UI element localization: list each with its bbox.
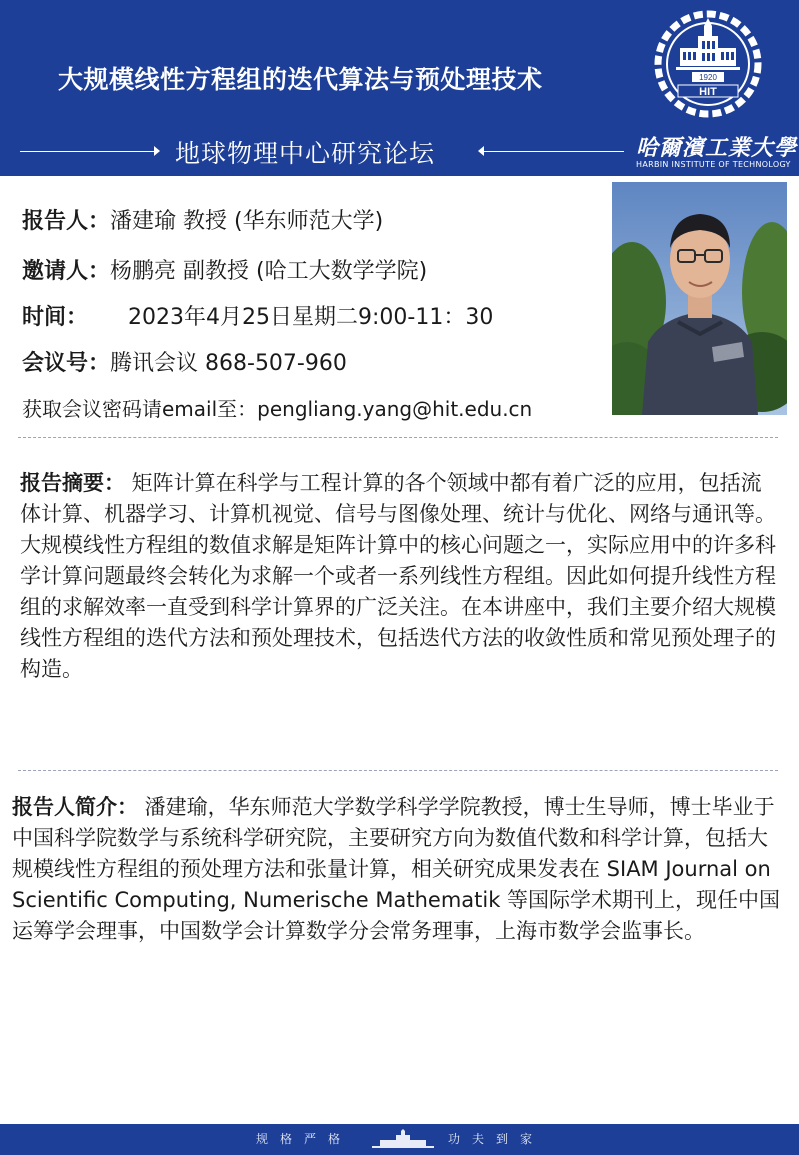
forum-bar bbox=[0, 134, 640, 170]
forum-arrow-left-icon bbox=[154, 146, 160, 156]
school-name-cn: 哈爾濱工業大學 bbox=[636, 135, 798, 161]
forum-line-left bbox=[20, 151, 156, 152]
divider-middle bbox=[18, 770, 778, 771]
motto-right: 功夫到家 bbox=[448, 1132, 545, 1146]
hit-logo-icon bbox=[652, 8, 764, 120]
time-row bbox=[22, 300, 493, 331]
speaker-value: 潘建瑜 教授 (华东师范大学) bbox=[110, 209, 384, 234]
abstract-section bbox=[20, 468, 782, 685]
inviter-value: 杨鹏亮 副教授 (哈工大数学学院) bbox=[110, 259, 428, 284]
password-note: 获取会议密码请email至：pengliang.yang@hit.edu.cn bbox=[22, 397, 533, 421]
meeting-row bbox=[22, 346, 347, 377]
time-value: 2023年4月25日星期二9:00-11：30 bbox=[128, 305, 494, 330]
inviter-row bbox=[22, 254, 427, 285]
talk-title: 大规模线性方程组的迭代算法与预处理技术 bbox=[58, 65, 543, 94]
logo-letters: HIT bbox=[699, 86, 717, 98]
bio-section bbox=[12, 792, 782, 947]
abstract-label: 报告摘要： bbox=[20, 471, 125, 495]
speaker-photo bbox=[612, 182, 787, 415]
bio-text: 潘建瑜，华东师范大学数学科学学院教授，博士生导师，博士毕业于中国科学院数学与系统科学研究院，主要研究方向为数值代数和科学计算，包括大规模线性方程组的预处理方法和张量计算，相关研究成果发表在 SIAM Journal on Scientific Computing, Numerische Mathematik 等国际学术期刊上，现任中国运筹学会理事，中国数学会计算数学分会常务理事，上海市数学会监事长。 bbox=[12, 795, 781, 943]
speaker-row bbox=[22, 204, 383, 235]
header-banner bbox=[0, 0, 799, 176]
school-name-en: HARBIN INSTITUTE OF TECHNOLOGY bbox=[636, 160, 791, 169]
campus-building-icon bbox=[372, 1129, 434, 1149]
footer-bar bbox=[0, 1124, 799, 1155]
inviter-label: 邀请人： bbox=[22, 259, 111, 284]
speaker-label: 报告人： bbox=[22, 209, 111, 234]
meeting-value: 腾讯会议 868-507-960 bbox=[110, 351, 347, 376]
divider-top bbox=[18, 437, 778, 438]
forum-name: 地球物理中心研究论坛 bbox=[175, 139, 436, 168]
time-label: 时间： bbox=[22, 305, 89, 330]
meeting-label: 会议号： bbox=[22, 351, 111, 376]
bio-label: 报告人简介： bbox=[12, 795, 138, 819]
motto-left: 规格严格 bbox=[256, 1132, 353, 1146]
abstract-text: 矩阵计算在科学与工程计算的各个领域中都有着广泛的应用，包括流体计算、机器学习、计算机视觉、信号与图像处理、统计与优化、网络与通讯等。大规模线性方程组的数值求解是矩阵计算中的核心问题之一，实际应用中的许多科学计算问题最终会转化为求解一个或者一系列线性方程组。因此如何提升线性方程组的求解效率一直受到科学计算界的广泛关注。在本讲座中，我们主要介绍大规模线性方程组的迭代方法和预处理技术，包括迭代方法的收敛性质和常见预处理子的构造。 bbox=[20, 471, 776, 681]
forum-line-right bbox=[484, 151, 624, 152]
logo-year: 1920 bbox=[699, 73, 717, 82]
